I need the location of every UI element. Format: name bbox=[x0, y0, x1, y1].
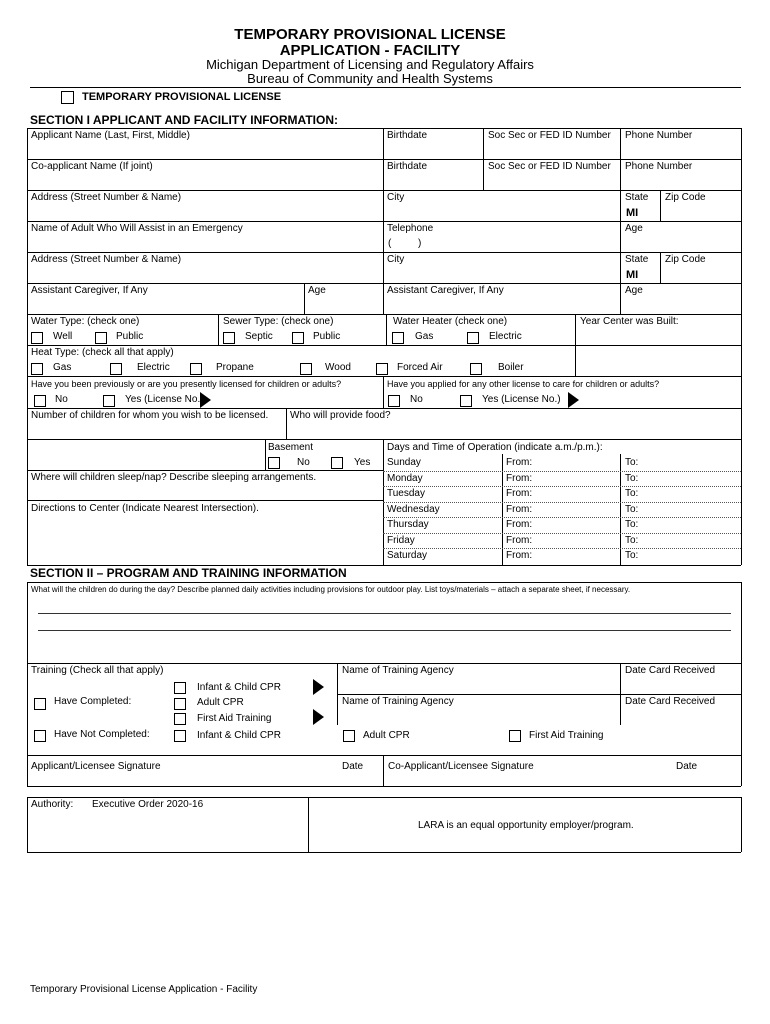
day-to-label: To: bbox=[625, 457, 639, 468]
food-label: Who will provide food? bbox=[290, 410, 391, 421]
basement-label: Basement bbox=[268, 442, 314, 453]
footer-form-name: Temporary Provisional License Application - Facility bbox=[30, 984, 258, 995]
num-children-label: Number of children for whom you wish to be licensed. bbox=[31, 410, 269, 421]
applicant-signature-input[interactable] bbox=[30, 772, 330, 785]
training-agency2-label: Name of Training Agency bbox=[342, 696, 454, 707]
arrow-right-icon bbox=[568, 392, 579, 408]
assistant-caregiver2-input[interactable] bbox=[386, 298, 618, 313]
emergency-adult-label: Name of Adult Who Will Assist in an Emergency bbox=[31, 223, 243, 234]
assistant-age2-label: Age bbox=[625, 285, 643, 296]
col-divider bbox=[383, 252, 384, 314]
col-divider bbox=[337, 663, 338, 725]
age-input[interactable] bbox=[623, 236, 739, 251]
row-divider bbox=[27, 159, 741, 160]
heat-electric-checkbox[interactable] bbox=[110, 363, 122, 375]
day-from-input[interactable] bbox=[536, 503, 616, 516]
city2-input[interactable] bbox=[386, 267, 618, 282]
water-heater-label: Water Heater (check one) bbox=[393, 316, 508, 327]
col-divider bbox=[383, 128, 384, 252]
assistant-caregiver-label: Assistant Caregiver, If Any bbox=[31, 285, 148, 296]
heat-forced-air-label: Forced Air bbox=[397, 362, 443, 373]
year-built-input[interactable] bbox=[578, 330, 738, 375]
row-divider bbox=[27, 376, 741, 377]
day-to-input[interactable] bbox=[645, 456, 737, 469]
completed-first-aid-label: First Aid Training bbox=[197, 713, 272, 724]
heat-boiler-label: Boiler bbox=[498, 362, 524, 373]
assistant-age-label: Age bbox=[308, 285, 326, 296]
bureau-name: Bureau of Community and Health Systems bbox=[247, 71, 493, 86]
section2-heading: SECTION II – PROGRAM AND TRAINING INFORMATION bbox=[30, 566, 347, 580]
row-divider bbox=[27, 252, 741, 253]
day-to-input[interactable] bbox=[645, 487, 737, 500]
heat-forced-air-checkbox[interactable] bbox=[376, 363, 388, 375]
sleep-input[interactable] bbox=[30, 485, 380, 499]
basement-yes-label: Yes bbox=[354, 457, 371, 468]
have-completed-checkbox[interactable] bbox=[34, 698, 46, 710]
sewer-public-checkbox[interactable] bbox=[292, 332, 304, 344]
coapplicant-date-label: Date bbox=[676, 761, 698, 772]
row-divider bbox=[27, 314, 741, 315]
row-divider bbox=[337, 694, 741, 695]
authority-border bbox=[741, 797, 742, 852]
have-not-completed-label: Have Not Completed: bbox=[54, 729, 150, 740]
section1-heading: SECTION I APPLICANT AND FACILITY INFORMATION: bbox=[30, 113, 338, 127]
day-from-label: From: bbox=[506, 519, 533, 530]
assistant-age-input[interactable] bbox=[307, 298, 381, 313]
tpl-checkbox-label: TEMPORARY PROVISIONAL LICENSE bbox=[82, 91, 282, 103]
day-label: Tuesday bbox=[387, 488, 425, 499]
applied-no-checkbox[interactable] bbox=[388, 395, 400, 407]
not-completed-adult-cpr-checkbox[interactable] bbox=[343, 730, 355, 742]
sewer-septic-label: Septic bbox=[245, 331, 273, 342]
heat-boiler-checkbox[interactable] bbox=[470, 363, 482, 375]
co-birthdate-input[interactable] bbox=[386, 174, 481, 189]
col-divider bbox=[386, 314, 387, 345]
applied-license-input[interactable] bbox=[583, 391, 738, 406]
authority-border bbox=[27, 852, 741, 853]
heater-electric-label: Electric bbox=[489, 331, 522, 342]
water-public-checkbox[interactable] bbox=[95, 332, 107, 344]
day-from-input[interactable] bbox=[536, 534, 616, 547]
address2-label: Address (Street Number & Name) bbox=[31, 254, 182, 265]
col-divider bbox=[620, 252, 621, 314]
licensed-no-checkbox[interactable] bbox=[34, 395, 46, 407]
telephone-input[interactable] bbox=[386, 236, 618, 251]
day-from-input[interactable] bbox=[536, 472, 616, 485]
heat-wood-checkbox[interactable] bbox=[300, 363, 312, 375]
day-from-input[interactable] bbox=[536, 549, 616, 562]
applied-yes-label: Yes (License No.) bbox=[482, 394, 561, 405]
heat-type-label: Heat Type: (check all that apply) bbox=[31, 347, 174, 358]
day-to-label: To: bbox=[625, 472, 639, 484]
completed-first-aid-checkbox[interactable] bbox=[174, 713, 186, 725]
city2-label: City bbox=[387, 254, 405, 265]
age-label: Age bbox=[625, 223, 643, 234]
executive-order: Executive Order 2020-16 bbox=[92, 799, 204, 810]
day-label: Thursday bbox=[387, 519, 429, 530]
form-subtitle: APPLICATION - FACILITY bbox=[279, 42, 461, 59]
training-agency-input[interactable] bbox=[340, 678, 618, 693]
have-not-completed-checkbox[interactable] bbox=[34, 730, 46, 742]
applied-yes-checkbox[interactable] bbox=[460, 395, 472, 407]
day-to-input[interactable] bbox=[645, 503, 737, 516]
co-phone-input[interactable] bbox=[623, 174, 739, 189]
day-from-input[interactable] bbox=[536, 456, 616, 469]
address2-input[interactable] bbox=[30, 267, 380, 282]
heat-gas-label: Gas bbox=[53, 362, 72, 373]
emergency-adult-input[interactable] bbox=[30, 236, 380, 251]
applicant-name-input[interactable] bbox=[30, 143, 380, 158]
heat-wood-label: Wood bbox=[325, 362, 351, 373]
day-to-label: To: bbox=[625, 488, 639, 499]
basement-no-label: No bbox=[297, 457, 310, 468]
not-completed-adult-cpr-label: Adult CPR bbox=[363, 730, 410, 741]
sleep-label: Where will children sleep/nap? Describe sleeping arrangements. bbox=[31, 472, 317, 483]
day-to-label: To: bbox=[625, 550, 639, 561]
date-card2-label: Date Card Received bbox=[625, 696, 716, 707]
col-divider bbox=[304, 283, 305, 314]
row-divider bbox=[27, 408, 741, 409]
state-value: MI bbox=[626, 207, 639, 219]
tpl-checkbox[interactable] bbox=[61, 91, 74, 104]
day-label: Sunday bbox=[387, 457, 421, 468]
department-name: Michigan Department of Licensing and Regulatory Affairs bbox=[206, 57, 534, 72]
table-border bbox=[741, 582, 742, 786]
table-border bbox=[27, 582, 741, 583]
day-from-label: From: bbox=[506, 550, 533, 561]
days-heading: Days and Time of Operation (indicate a.m./p.m.): bbox=[387, 442, 603, 453]
basement-yes-checkbox[interactable] bbox=[331, 457, 343, 469]
water-type-label: Water Type: (check one) bbox=[31, 316, 140, 327]
applied-no-label: No bbox=[410, 394, 423, 405]
day-to-label: To: bbox=[625, 503, 639, 515]
authority-label: Authority: bbox=[31, 799, 74, 810]
assistant-age2-input[interactable] bbox=[623, 298, 739, 313]
not-completed-first-aid-checkbox[interactable] bbox=[509, 730, 521, 742]
basement-no-checkbox[interactable] bbox=[268, 457, 280, 469]
training-label: Training (Check all that apply) bbox=[31, 665, 164, 676]
applied-question: Have you applied for any other license to care for children or adults? bbox=[387, 379, 660, 389]
address-label: Address (Street Number & Name) bbox=[31, 192, 182, 203]
table-border bbox=[27, 786, 741, 787]
day-from-label: From: bbox=[506, 503, 533, 515]
day-from-label: From: bbox=[506, 488, 533, 499]
row-divider bbox=[27, 283, 741, 284]
sewer-type-label: Sewer Type: (check one) bbox=[223, 316, 334, 327]
co-ssn-label: Soc Sec or FED ID Number bbox=[488, 161, 611, 172]
heat-electric-label: Electric bbox=[137, 362, 170, 373]
assistant-caregiver-input[interactable] bbox=[30, 298, 302, 313]
col-divider bbox=[265, 439, 266, 470]
zip2-input[interactable] bbox=[663, 267, 739, 282]
directions-input[interactable] bbox=[30, 516, 380, 563]
day-label: Saturday bbox=[387, 550, 428, 561]
area-code-close: ) bbox=[418, 238, 422, 249]
table-border bbox=[27, 128, 741, 129]
completed-infant-cpr-label: Infant & Child CPR bbox=[197, 682, 281, 693]
row-divider bbox=[27, 755, 741, 756]
row-divider bbox=[27, 663, 741, 664]
training-agency-label: Name of Training Agency bbox=[342, 665, 454, 676]
col-divider bbox=[483, 128, 484, 190]
telephone-label: Telephone bbox=[387, 223, 434, 234]
phone-input[interactable] bbox=[623, 143, 739, 158]
day-from-label: From: bbox=[506, 472, 533, 484]
row-divider bbox=[27, 500, 383, 501]
have-completed-label: Have Completed: bbox=[54, 696, 132, 707]
col-divider bbox=[575, 314, 576, 376]
row-divider bbox=[27, 470, 383, 471]
day-label: Monday bbox=[387, 472, 423, 484]
row-divider bbox=[27, 221, 741, 222]
heater-gas-label: Gas bbox=[415, 331, 434, 342]
day-to-label: To: bbox=[625, 519, 639, 530]
day-from-input[interactable] bbox=[536, 518, 616, 531]
ssn-input[interactable] bbox=[486, 143, 618, 158]
licensed-question: Have you been previously or are you presently licensed for children or adults? bbox=[31, 379, 342, 389]
col-divider bbox=[383, 755, 384, 786]
arrow-right-icon bbox=[313, 679, 324, 695]
arrow-right-icon bbox=[200, 392, 211, 408]
authority-border bbox=[27, 797, 741, 798]
zip-label: Zip Code bbox=[665, 192, 706, 203]
completed-adult-cpr-checkbox[interactable] bbox=[174, 698, 186, 710]
header-rule bbox=[30, 87, 741, 88]
num-children-input[interactable] bbox=[30, 423, 284, 438]
water-public-label: Public bbox=[116, 331, 144, 342]
license-no-input[interactable] bbox=[215, 391, 381, 406]
day-from-input[interactable] bbox=[536, 487, 616, 500]
state2-label: State bbox=[625, 254, 649, 265]
day-to-input[interactable] bbox=[645, 549, 737, 562]
col-divider bbox=[383, 376, 384, 408]
authority-border bbox=[308, 797, 309, 852]
heat-propane-label: Propane bbox=[216, 362, 254, 373]
not-completed-infant-cpr-checkbox[interactable] bbox=[174, 730, 186, 742]
coapplicant-name-label: Co-applicant Name (If joint) bbox=[31, 161, 153, 172]
authority-border bbox=[27, 797, 28, 852]
heater-gas-checkbox[interactable] bbox=[392, 332, 404, 344]
not-completed-infant-cpr-label: Infant & Child CPR bbox=[197, 730, 281, 741]
co-phone-label: Phone Number bbox=[625, 161, 693, 172]
col-divider bbox=[660, 190, 661, 221]
sewer-public-label: Public bbox=[313, 331, 341, 342]
not-completed-first-aid-label: First Aid Training bbox=[529, 730, 604, 741]
heat-gas-checkbox[interactable] bbox=[31, 363, 43, 375]
food-input[interactable] bbox=[289, 423, 739, 438]
applicant-name-label: Applicant Name (Last, First, Middle) bbox=[31, 130, 190, 141]
sewer-septic-checkbox[interactable] bbox=[223, 332, 235, 344]
activities-input[interactable] bbox=[38, 600, 731, 632]
zip2-label: Zip Code bbox=[665, 254, 706, 265]
day-label: Friday bbox=[387, 534, 415, 546]
heat-propane-checkbox[interactable] bbox=[190, 363, 202, 375]
day-label: Wednesday bbox=[387, 503, 440, 515]
table-border bbox=[741, 128, 742, 565]
directions-label: Directions to Center (Indicate Nearest Intersection). bbox=[31, 503, 259, 514]
city-label: City bbox=[387, 192, 405, 203]
state2-value: MI bbox=[626, 269, 639, 281]
col-divider bbox=[218, 314, 219, 345]
co-ssn-input[interactable] bbox=[486, 174, 618, 189]
water-well-checkbox[interactable] bbox=[31, 332, 43, 344]
heater-electric-checkbox[interactable] bbox=[467, 332, 479, 344]
row-divider bbox=[27, 439, 741, 440]
day-to-input[interactable] bbox=[645, 472, 737, 485]
date-card-input[interactable] bbox=[623, 678, 739, 693]
phone-label: Phone Number bbox=[625, 130, 693, 141]
zip-input[interactable] bbox=[663, 205, 739, 220]
applicant-signature-label: Applicant/Licensee Signature bbox=[31, 761, 161, 772]
completed-adult-cpr-label: Adult CPR bbox=[197, 697, 244, 708]
completed-infant-cpr-checkbox[interactable] bbox=[174, 682, 186, 694]
coapplicant-signature-label: Co-Applicant/Licensee Signature bbox=[388, 761, 534, 772]
licensed-no-label: No bbox=[55, 394, 68, 405]
coapplicant-name-input[interactable] bbox=[30, 174, 380, 189]
day-from-label: From: bbox=[506, 457, 533, 468]
co-birthdate-label: Birthdate bbox=[387, 161, 428, 172]
day-to-input[interactable] bbox=[645, 534, 737, 547]
date-card2-input[interactable] bbox=[623, 709, 739, 724]
date-card-label: Date Card Received bbox=[625, 665, 716, 676]
licensed-yes-label: Yes (License No.) bbox=[125, 394, 204, 405]
assistant-caregiver2-label: Assistant Caregiver, If Any bbox=[387, 285, 504, 296]
col-divider bbox=[660, 252, 661, 283]
year-built-label: Year Center was Built: bbox=[580, 316, 679, 327]
form-title: TEMPORARY PROVISIONAL LICENSE bbox=[234, 26, 506, 43]
licensed-yes-checkbox[interactable] bbox=[103, 395, 115, 407]
arrow-right-icon bbox=[313, 709, 324, 725]
col-divider bbox=[286, 408, 287, 439]
area-code-open: ( bbox=[388, 238, 392, 249]
birthdate-input[interactable] bbox=[386, 143, 481, 158]
day-from-label: From: bbox=[506, 534, 533, 546]
col-divider bbox=[620, 663, 621, 725]
equal-opportunity-statement: LARA is an equal opportunity employer/program. bbox=[418, 820, 634, 831]
coapplicant-signature-input[interactable] bbox=[386, 772, 666, 785]
activities-label: What will the children do during the day? Describe planned daily activities including provisions for outdoor play. List toys/materials – attach a separate sheet, if necessary. bbox=[31, 585, 631, 594]
birthdate-label: Birthdate bbox=[387, 130, 428, 141]
row-divider bbox=[27, 190, 741, 191]
applicant-date-label: Date bbox=[342, 761, 364, 772]
address-input[interactable] bbox=[30, 205, 380, 220]
ssn-label: Soc Sec or FED ID Number bbox=[488, 130, 611, 141]
city-input[interactable] bbox=[386, 205, 618, 220]
water-well-label: Well bbox=[53, 331, 73, 342]
training-agency2-input[interactable] bbox=[340, 709, 618, 724]
day-to-input[interactable] bbox=[645, 518, 737, 531]
day-to-label: To: bbox=[625, 534, 639, 546]
state-label: State bbox=[625, 192, 649, 203]
